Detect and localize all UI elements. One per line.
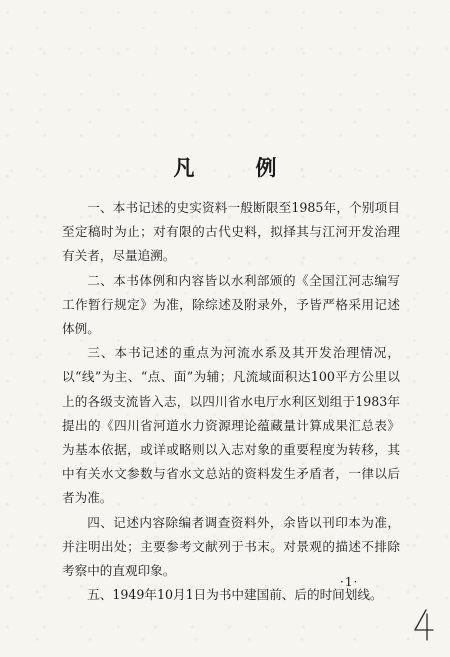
document-body [62, 196, 400, 607]
handwritten-page-number [412, 608, 436, 642]
paragraph-2: 二、本书体例和内容皆以水利部颁的《全国江河志编写工作暂行规定》为准，除综述及附录外，予皆严格采用记述体例。 [62, 272, 400, 337]
document-title: 凡 例 [173, 155, 297, 180]
paragraph-1: 一、本书记述的史实资料一般断限至1985年，个别项目至定稿时为止；对有限的古代史料，拟择其与江河开发治理有关者，尽量追溯。 [62, 200, 400, 264]
paragraph-5: 五、1949年10月1日为书中建国前、后的时间划线。 [87, 587, 383, 603]
paragraph-4: 四、记述内容除编者调查资料外，余皆以刊印本为准，并注明出处；主要参考文献列于书末。对景观的描述不排除考察中的直观印象。 [62, 514, 400, 579]
paragraph-3: 三、本书记述的重点为河流水系及其开发治理情况，以“线”为主、“点、面”为辅；凡流域面积达100平方公里以上的各级支流皆入志，以四川省水电厅水利区划组于1983年提出的《四川省河道水力资源理论蕴藏量计算成果汇总表》为基本依据，或详或略则以入志对象的重要程度为转移，其中有关水文参数与省水文总站的资料发生矛盾者，一律以后者为准。 [62, 345, 400, 506]
page-number: ·1· [340, 575, 359, 589]
